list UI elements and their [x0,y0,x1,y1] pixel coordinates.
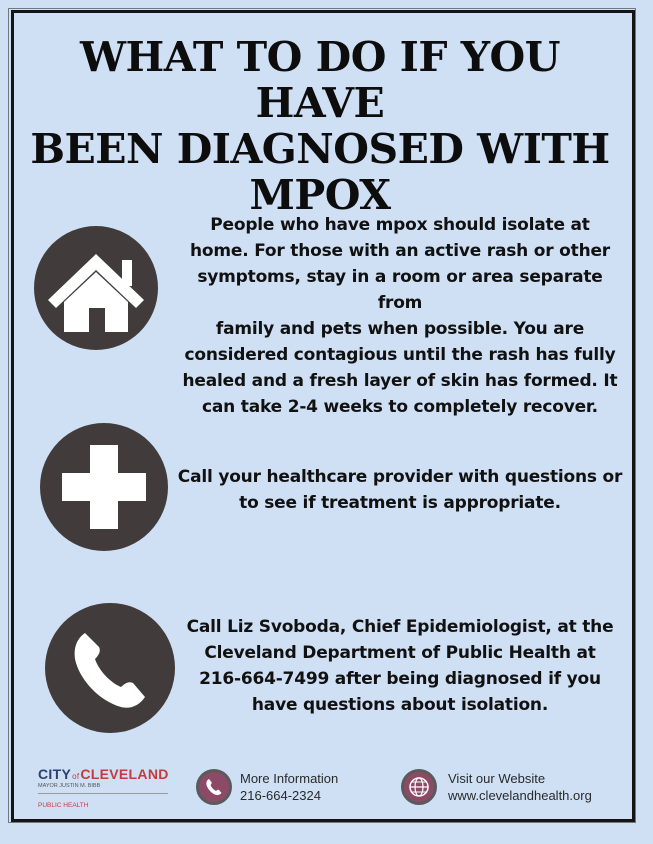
more-info-label: More Information [240,771,339,786]
website-link[interactable]: www.clevelandhealth.org [448,788,592,803]
logo-mayor: MAYOR JUSTIN M. BIBB [38,783,101,789]
medical-cross-icon [40,423,168,551]
footer-phone-badge [196,769,232,805]
house-icon-circle [34,226,158,350]
text-line: healed and a fresh layer of skin has formed. It [182,371,618,391]
phone-icon [45,603,175,733]
text-line: Call your healthcare provider with questions or [177,467,623,487]
page-title [20,34,620,218]
logo-of: of [72,772,80,781]
cross-icon-circle [40,423,168,551]
provider-text [176,464,624,516]
text-line: family and pets when possible. You are [215,319,585,339]
text-line: People who have mpox should isolate at [210,215,590,235]
text-line: have questions about isolation. [251,695,549,715]
isolation-text [176,212,624,420]
website-info [448,770,592,804]
logo-divider [38,793,168,794]
house-icon [34,226,158,350]
city-logo [38,766,169,809]
text-line: 216-664-7499 after being diagnosed if you [199,669,601,689]
more-info-phone[interactable]: 216-664-2324 [240,788,321,803]
globe-icon [404,772,434,802]
phone-icon [199,772,229,802]
text-line: considered contagious until the rash has fully [184,345,616,365]
text-line: Call Liz Svoboda, Chief Epidemiologist, at the [186,617,614,637]
text-line: symptoms, stay in a room or area separate from [197,267,603,313]
logo-wordmark [38,766,169,782]
text-line: can take 2-4 weeks to completely recover. [202,397,598,417]
title-line-1: WHAT TO DO IF YOU HAVE [80,33,560,127]
text-line: home. For those with an active rash or other [190,241,610,261]
logo-department: PUBLIC HEALTH [38,802,89,809]
footer-globe-badge [401,769,437,805]
logo-city: CITY [38,766,72,782]
website-label: Visit our Website [448,771,546,786]
text-line: Cleveland Department of Public Health at [204,643,596,663]
more-info [240,770,338,804]
phone-icon-circle [45,603,175,733]
text-line: to see if treatment is appropriate. [239,493,561,513]
title-line-2: BEEN DIAGNOSED WITH [30,125,610,173]
title-line-3: MPOX [249,171,391,219]
epidemiologist-text [180,614,620,718]
logo-cleveland: CLEVELAND [80,766,169,782]
